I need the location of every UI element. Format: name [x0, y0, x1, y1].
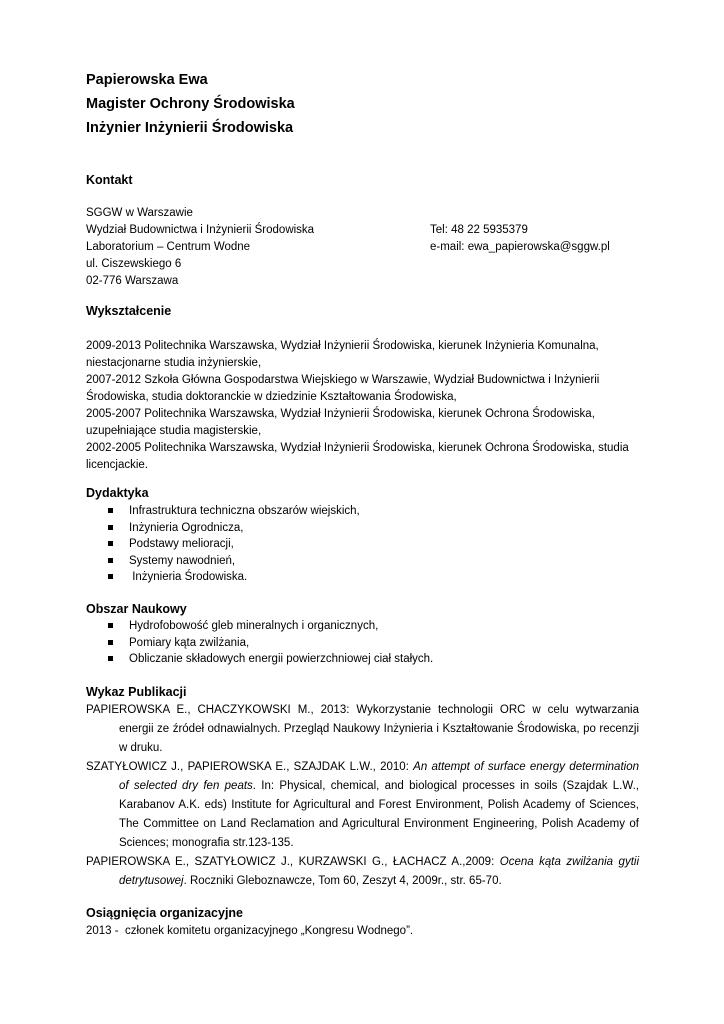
contact-heading: Kontakt [86, 173, 133, 187]
achievement-entry: 2013 - członek komitetu organizacyjnego „Kongresu Wodnego”. [86, 925, 414, 937]
list-item [108, 651, 433, 668]
publication-text: PAPIEROWSKA E., CHACZYKOWSKI M., 2013: Wykorzystanie technologii ORC w celu wytwarzania energii ze źródeł odnawialnych. Przegląd Naukowy Inżynieria i Kształtowanie Środowiska, po recenzji w druku. [86, 704, 639, 754]
address-line: SGGW w Warszawie [86, 207, 193, 219]
list-item [108, 635, 433, 652]
bullet-square-icon [108, 656, 113, 661]
list-item [108, 503, 360, 520]
education-heading: Wykształcenie [86, 304, 172, 318]
bullet-square-icon [108, 508, 113, 513]
contact-address [86, 205, 314, 290]
publication-entry [86, 853, 639, 891]
list-item-text: Inżynieria Ogrodnicza, [129, 521, 244, 534]
publications-heading: Wykaz Publikacji [86, 685, 187, 699]
bullet-square-icon [108, 623, 113, 628]
list-item [108, 536, 360, 553]
publication-entry [86, 758, 639, 853]
address-line: Laboratorium – Centrum Wodne [86, 241, 251, 253]
list-item-text: Hydrofobowość gleb mineralnych i organicznych, [129, 620, 379, 632]
person-title-2: Inżynier Inżynierii Środowiska [86, 120, 294, 136]
list-item [108, 618, 433, 635]
bullet-square-icon [108, 640, 113, 645]
contact-details [430, 222, 610, 256]
address-line: ul. Ciszewskiego 6 [86, 258, 182, 270]
education-entry: 2005-2007 Politechnika Warszawska, Wydział Inżynierii Środowiska, kierunek Ochrona Środowiska, uzupełniające studia magisterskie, [86, 408, 595, 437]
list-item [108, 553, 360, 570]
publications-list [86, 701, 639, 891]
education-entry: 2007-2012 Szkoła Główna Gospodarstwa Wiejskiego w Warszawie, Wydział Budownictwa i Inżynierii Środowiska, studia doktoranckie w dziedzinie Kształtowania Środowiska, [86, 374, 600, 403]
publication-title: Ocena kąta zwilżania gytii detrytusowej [119, 856, 640, 887]
phone: Tel: 48 22 5935379 [430, 224, 528, 236]
publication-source: . In: Physical, chemical, and biological processes in soils (Szajdak L.W., Karabanov A.K. eds) Institute for Agricultural and Forest Environment, Polish Academy of Sciences, The Committee on Land Reclamation and Agricultural Environment Engineering, Polish Academy of Sciences; monografia str.123-135. [119, 780, 639, 849]
cv-header [86, 68, 295, 140]
education-entry: 2009-2013 Politechnika Warszawska, Wydział Inżynierii Środowiska, kierunek Inżynieria Komunalna, niestacjonarne studia inżynierskie, [86, 340, 599, 369]
education-list [86, 338, 642, 474]
email[interactable]: e-mail: ewa_papierowska@sggw.pl [430, 241, 610, 253]
bullet-square-icon [108, 541, 113, 546]
address-line: 02-776 Warszawa [86, 275, 179, 287]
achievements-heading: Osiągnięcia organizacyjne [86, 906, 244, 920]
education-entry: 2002-2005 Politechnika Warszawska, Wydział Inżynierii Środowiska, kierunek Ochrona Środowiska, studia licencjackie. [86, 442, 629, 471]
teaching-list [108, 503, 360, 586]
list-item-text: Inżynieria Środowiska. [129, 571, 248, 583]
list-item-text: Podstawy melioracji, [129, 538, 234, 550]
list-item [108, 520, 360, 537]
list-item [108, 569, 360, 586]
address-line: Wydział Budownictwa i Inżynierii Środowiska [86, 224, 315, 236]
research-list [108, 618, 433, 668]
list-item-text: Obliczanie składowych energii powierzchniowej ciał stałych. [129, 653, 434, 665]
publication-source: . Roczniki Gleboznawcze, Tom 60, Zeszyt 4, 2009r., str. 65-70. [183, 875, 502, 887]
teaching-heading: Dydaktyka [86, 486, 149, 500]
publication-authors: PAPIEROWSKA E., SZATYŁOWICZ J., KURZAWSKI G., ŁACHACZ A.,2009: [86, 856, 500, 868]
publication-title: An attempt of surface energy determination of selected dry fen peats [119, 761, 639, 792]
list-item-text: Systemy nawodnień, [129, 554, 236, 567]
list-item-text: Infrastruktura techniczna obszarów wiejskich, [129, 505, 360, 517]
bullet-square-icon [108, 525, 113, 530]
publication-entry [86, 701, 639, 758]
research-heading: Obszar Naukowy [86, 602, 187, 616]
bullet-square-icon [108, 574, 113, 579]
person-name: Papierowska Ewa [86, 72, 208, 88]
person-title-1: Magister Ochrony Środowiska [86, 96, 295, 112]
bullet-square-icon [108, 558, 113, 563]
list-item-text: Pomiary kąta zwilżania, [129, 636, 250, 649]
publication-authors: SZATYŁOWICZ J., PAPIEROWSKA E., SZAJDAK L.W., 2010: [86, 761, 414, 773]
